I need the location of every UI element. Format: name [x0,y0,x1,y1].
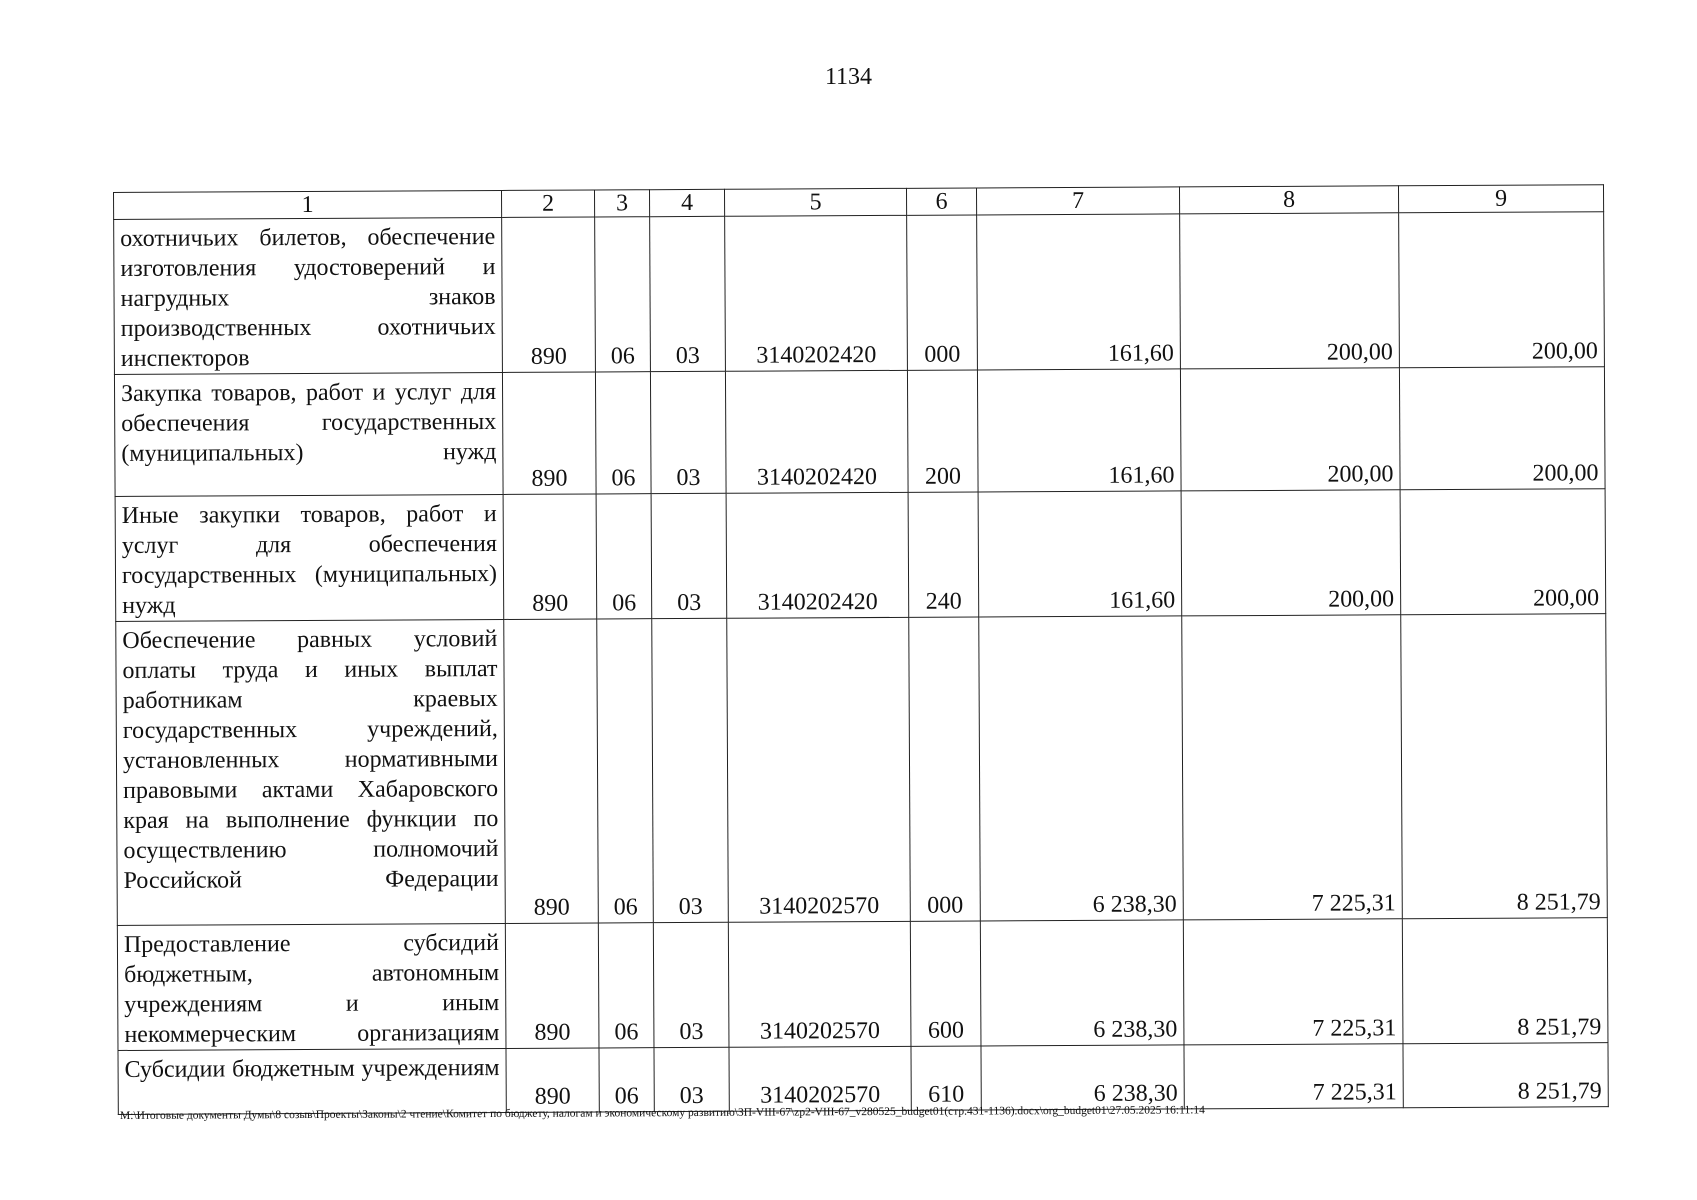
column-header-3: 3 [594,190,649,217]
cell-c9: 200,00 [1399,367,1605,490]
cell-c5: 3140202420 [725,215,908,371]
cell-c8: 200,00 [1180,213,1400,369]
table-row [114,212,1605,375]
cell-c7: 6 238,30 [979,616,1184,921]
cell-c9: 8 251,79 [1403,1043,1608,1108]
cell-c9: 8 251,79 [1402,918,1608,1044]
cell-c7: 161,60 [977,214,1181,370]
table-row [117,918,1608,1051]
page-number: 1134 [824,64,873,90]
row-description: Иные закупки товаров, работ и услуг для обеспечения государственных (муниципальных) нужд [115,494,504,621]
cell-c7: 161,60 [978,491,1182,617]
table-row [114,367,1605,497]
cell-c5: 3140202420 [726,492,909,618]
cell-c6: 000 [909,617,981,921]
column-header-1: 1 [114,190,502,219]
cell-c4: 03 [654,1047,729,1111]
column-header-8: 8 [1179,186,1398,214]
cell-c8: 200,00 [1180,368,1400,491]
cell-c3: 06 [597,619,654,923]
table-row [115,489,1606,622]
cell-c2: 890 [502,217,596,372]
cell-c5: 3140202570 [729,1046,911,1111]
cell-c3: 06 [595,217,651,372]
cell-c6: 600 [910,921,981,1046]
column-header-2: 2 [501,190,594,217]
cell-c8: 7 225,31 [1182,615,1403,920]
cell-c3: 06 [595,372,651,494]
column-header-4: 4 [649,189,724,216]
cell-c9: 200,00 [1400,489,1606,615]
cell-c2: 890 [505,923,599,1048]
cell-c6: 240 [908,492,979,617]
row-description: Субсидии бюджетным учреждениям [118,1048,506,1114]
row-description: Обеспечение равных условий оплаты труда и иных выплат работникам краевых государственных учреждений, установленных нормативными правовыми актами Хабаровского края на выполнение функции по осуществлению полномочий Российской Федерации [116,619,506,925]
cell-c9: 200,00 [1399,212,1605,368]
cell-c7: 161,60 [977,369,1181,492]
cell-c5: 3140202570 [727,617,911,922]
cell-c6: 000 [907,215,978,370]
cell-c4: 03 [653,922,729,1047]
cell-c4: 03 [651,493,727,618]
table-row [116,614,1608,926]
cell-c3: 06 [596,494,652,619]
cell-c8: 200,00 [1181,490,1401,616]
cell-c9: 8 251,79 [1401,614,1608,919]
cell-c6: 610 [911,1046,981,1110]
cell-c2: 890 [506,1048,599,1112]
cell-c7: 6 238,30 [981,1045,1184,1110]
cell-c4: 03 [650,371,726,493]
cell-c2: 890 [502,372,596,494]
column-header-6: 6 [906,188,976,215]
cell-c3: 06 [598,923,654,1048]
budget-table [113,184,1609,1115]
cell-c8: 7 225,31 [1184,1044,1403,1109]
cell-c4: 03 [652,618,729,922]
cell-c3: 06 [599,1048,654,1112]
cell-c6: 200 [907,370,978,492]
column-header-7: 7 [976,187,1179,215]
cell-c4: 03 [650,216,726,371]
cell-c5: 3140202420 [725,370,908,493]
column-header-5: 5 [724,188,906,216]
column-header-9: 9 [1398,185,1603,213]
footer-file-path: M:\Итоговые документы Думы\8 созыв\Проекты\Законы\2 чтение\Комитет по бюджету, налогам и экономическому развитию\ЗП-VIII-67\zp2-VIII-67_v280525_budget01(стр.431-1136).docx\org_budget01\27.05.2025 16:11:14 [120,1104,1205,1122]
cell-c7: 6 238,30 [980,920,1184,1046]
cell-c8: 7 225,31 [1183,919,1403,1045]
cell-c5: 3140202570 [728,921,911,1047]
cell-c2: 890 [503,494,597,619]
row-description: Предоставление субсидий бюджетным, автономным учреждениям и иным некоммерческим организациям [117,923,506,1050]
row-description: охотничьих билетов, обеспечение изготовления удостоверений и нагрудных знаков производственных охотничьих инспекторов [114,217,503,374]
cell-c2: 890 [504,619,599,923]
row-description: Закупка товаров, работ и услуг для обеспечения государственных (муниципальных) нужд [114,372,503,496]
